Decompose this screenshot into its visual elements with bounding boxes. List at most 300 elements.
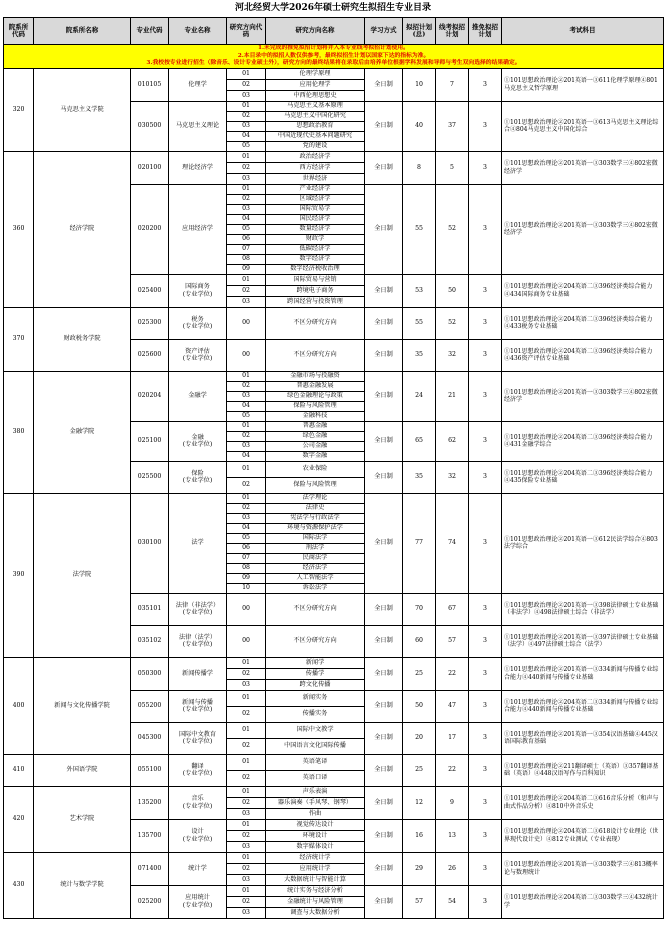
total-plan-cell: 25 (403, 754, 436, 786)
study-mode-cell: 全日制 (365, 493, 403, 593)
major-code-cell: 025300 (131, 307, 169, 339)
table-row (4, 786, 664, 797)
exam-subjects-cell: ①101思想政治理论②201英语一③303数学三④813概率论与数理统计 (502, 852, 664, 885)
dept-name-cell: 统计与数学学院 (34, 852, 131, 918)
direction-name-cell: 不区分研究方向 (266, 307, 365, 339)
direction-code-cell: 05 (227, 141, 266, 151)
study-mode-cell: 全日制 (365, 371, 403, 421)
major-name-cell: 金融 (专业学位) (169, 421, 227, 461)
dept-code-cell: 390 (4, 493, 34, 657)
direction-name-cell: 绿色金融理论与政策 (266, 391, 365, 401)
dept-name-cell: 金融学院 (34, 371, 131, 493)
dept-code-cell: 360 (4, 151, 34, 307)
exam-plan-cell: 67 (436, 593, 469, 625)
recommend-plan-cell: 3 (469, 274, 502, 307)
direction-name-cell: 人工智能法学 (266, 573, 365, 583)
dept-code-cell: 430 (4, 852, 34, 918)
total-plan-cell: 60 (403, 625, 436, 657)
study-mode-cell: 全日制 (365, 786, 403, 819)
direction-code-cell: 06 (227, 234, 266, 244)
direction-code-cell: 05 (227, 224, 266, 234)
direction-code-cell: 02 (227, 431, 266, 441)
direction-code-cell: 01 (227, 274, 266, 285)
direction-code-cell: 01 (227, 722, 266, 738)
recommend-plan-cell: 3 (469, 339, 502, 371)
direction-name-cell: 公司金融 (266, 441, 365, 451)
direction-name-cell: 传播实务 (266, 706, 365, 722)
exam-plan-cell: 32 (436, 461, 469, 493)
direction-code-cell: 02 (227, 896, 266, 907)
study-mode-cell: 全日制 (365, 151, 403, 184)
direction-name-cell: 农业保险 (266, 461, 365, 477)
direction-name-cell: 法学理论 (266, 493, 365, 503)
dept-code-cell: 370 (4, 307, 34, 371)
exam-subjects-cell: ①101思想政治理论②204英语二③396经济类综合能力④434国际商务专业基础 (502, 274, 664, 307)
study-mode-cell: 全日制 (365, 101, 403, 151)
header-cell: 专业代码 (131, 18, 169, 45)
exam-subjects-cell: ①101思想政治理论②204英语二③396经济类综合能力④436资产评估专业基础 (502, 339, 664, 371)
major-name-cell: 音乐 (专业学位) (169, 786, 227, 819)
header-cell: 学习方式 (365, 18, 403, 45)
total-plan-cell: 77 (403, 493, 436, 593)
direction-code-cell: 02 (227, 79, 266, 90)
total-plan-cell: 20 (403, 722, 436, 754)
direction-code-cell: 00 (227, 625, 266, 657)
exam-subjects-cell: ①101思想政治理论②201英语一③611伦理学原理④801马克思主义哲学原理 (502, 68, 664, 101)
direction-code-cell: 03 (227, 808, 266, 819)
direction-code-cell: 02 (227, 162, 266, 173)
exam-plan-cell: 5 (436, 151, 469, 184)
study-mode-cell: 全日制 (365, 68, 403, 101)
direction-name-cell: 伦理学原理 (266, 68, 365, 79)
direction-name-cell: 产业经济学 (266, 184, 365, 194)
direction-code-cell: 07 (227, 553, 266, 563)
direction-code-cell: 04 (227, 451, 266, 461)
study-mode-cell: 全日制 (365, 593, 403, 625)
direction-code-cell: 00 (227, 307, 266, 339)
direction-code-cell: 02 (227, 706, 266, 722)
direction-name-cell: 国际法学 (266, 533, 365, 543)
exam-plan-cell: 13 (436, 819, 469, 852)
recommend-plan-cell: 3 (469, 786, 502, 819)
direction-code-cell: 01 (227, 421, 266, 431)
major-name-cell: 资产评估 (专业学位) (169, 339, 227, 371)
major-code-cell: 025200 (131, 885, 169, 918)
dept-name-cell: 外国语学院 (34, 754, 131, 786)
page-title: 河北经贸大学2026年硕士研究生拟招生专业目录 (234, 3, 432, 13)
direction-code-cell: 03 (227, 90, 266, 101)
exam-subjects-cell: ①101思想政治理论②201英语一③303数学三④802宏微经济学 (502, 184, 664, 274)
direction-name-cell: 传播学 (266, 668, 365, 679)
direction-code-cell: 03 (227, 907, 266, 918)
direction-code-cell: 01 (227, 461, 266, 477)
direction-code-cell: 00 (227, 593, 266, 625)
direction-code-cell: 08 (227, 563, 266, 573)
direction-name-cell: 视觉传达设计 (266, 819, 365, 830)
exam-subjects-cell: ①101思想政治理论②204英语二③303数学三④432统计学 (502, 885, 664, 918)
direction-name-cell: 不区分研究方向 (266, 593, 365, 625)
direction-code-cell: 05 (227, 533, 266, 543)
direction-code-cell: 03 (227, 296, 266, 307)
recommend-plan-cell: 3 (469, 461, 502, 493)
direction-code-cell: 09 (227, 573, 266, 583)
direction-name-cell: 环境设计 (266, 830, 365, 841)
exam-plan-cell: 22 (436, 657, 469, 690)
recommend-plan-cell: 3 (469, 625, 502, 657)
total-plan-cell: 24 (403, 371, 436, 421)
total-plan-cell: 10 (403, 68, 436, 101)
exam-plan-cell: 57 (436, 625, 469, 657)
direction-code-cell: 10 (227, 583, 266, 593)
recommend-plan-cell: 3 (469, 593, 502, 625)
direction-code-cell: 01 (227, 690, 266, 706)
direction-name-cell: 国际贸易学 (266, 204, 365, 214)
direction-code-cell: 02 (227, 738, 266, 754)
direction-code-cell: 01 (227, 493, 266, 503)
total-plan-cell: 55 (403, 307, 436, 339)
total-plan-cell: 40 (403, 101, 436, 151)
total-plan-cell: 50 (403, 690, 436, 722)
recommend-plan-cell: 3 (469, 722, 502, 754)
major-code-cell: 135700 (131, 819, 169, 852)
direction-code-cell: 02 (227, 111, 266, 121)
table-row (4, 307, 664, 339)
major-name-cell: 伦理学 (169, 68, 227, 101)
table-row (4, 371, 664, 381)
total-plan-cell: 53 (403, 274, 436, 307)
exam-plan-cell: 17 (436, 722, 469, 754)
header-cell: 考试科目 (502, 18, 664, 45)
major-code-cell: 055200 (131, 690, 169, 722)
header-cell: 研究方向代码 (227, 18, 266, 45)
direction-name-cell: 跨境电子商务 (266, 285, 365, 296)
study-mode-cell: 全日制 (365, 421, 403, 461)
dept-code-cell: 380 (4, 371, 34, 493)
direction-code-cell: 04 (227, 401, 266, 411)
direction-name-cell: 数字经济学 (266, 254, 365, 264)
exam-plan-cell: 26 (436, 852, 469, 885)
total-plan-cell: 35 (403, 461, 436, 493)
major-name-cell: 法律（非法学） (专业学位) (169, 593, 227, 625)
study-mode-cell: 全日制 (365, 184, 403, 274)
direction-name-cell: 英语口译 (266, 770, 365, 786)
exam-plan-cell: 32 (436, 339, 469, 371)
direction-name-cell: 跨文化传播 (266, 679, 365, 690)
recommend-plan-cell: 3 (469, 371, 502, 421)
exam-subjects-cell: ①101思想政治理论②201英语一③334新闻与传播专业综合能力④440新闻与传播专业基础 (502, 657, 664, 690)
direction-name-cell: 数字媒体设计 (266, 841, 365, 852)
header-cell: 专业名称 (169, 18, 227, 45)
direction-code-cell: 02 (227, 770, 266, 786)
major-code-cell: 025400 (131, 274, 169, 307)
direction-code-cell: 04 (227, 131, 266, 141)
exam-plan-cell: 52 (436, 307, 469, 339)
header-cell: 线考拟招计划 (436, 18, 469, 45)
exam-subjects-cell: ①101思想政治理论②201英语一③303数学三④802宏微经济学 (502, 151, 664, 184)
major-code-cell: 010105 (131, 68, 169, 101)
direction-name-cell: 作曲 (266, 808, 365, 819)
total-plan-cell: 70 (403, 593, 436, 625)
direction-code-cell: 02 (227, 668, 266, 679)
exam-plan-cell: 9 (436, 786, 469, 819)
direction-code-cell: 08 (227, 254, 266, 264)
exam-subjects-cell: ①101思想政治理论②201英语一③397法律硕士专业基础（法学）④497法律硕士综合（法学） (502, 625, 664, 657)
direction-code-cell: 01 (227, 101, 266, 111)
major-code-cell: 020100 (131, 151, 169, 184)
direction-name-cell: 保险与风险管理 (266, 477, 365, 493)
direction-name-cell: 财政学 (266, 234, 365, 244)
exam-plan-cell: 22 (436, 754, 469, 786)
major-code-cell: 055100 (131, 754, 169, 786)
direction-name-cell: 经济法学 (266, 563, 365, 573)
direction-code-cell: 01 (227, 151, 266, 162)
total-plan-cell: 25 (403, 657, 436, 690)
exam-subjects-cell: ①101思想政治理论②201英语一③398法律硕士专业基础（非法学）④498法律硕士综合（非法学） (502, 593, 664, 625)
major-name-cell: 马克思主义理论 (169, 101, 227, 151)
major-name-cell: 保险 (专业学位) (169, 461, 227, 493)
catalog-document (3, 0, 663, 919)
total-plan-cell: 35 (403, 339, 436, 371)
direction-code-cell: 02 (227, 477, 266, 493)
header-cell: 研究方向名称 (266, 18, 365, 45)
exam-plan-cell: 7 (436, 68, 469, 101)
direction-code-cell: 02 (227, 194, 266, 204)
major-name-cell: 法律（法学） (专业学位) (169, 625, 227, 657)
direction-code-cell: 02 (227, 381, 266, 391)
direction-name-cell: 金融市场与投融资 (266, 371, 365, 381)
direction-name-cell: 普惠金融 (266, 421, 365, 431)
total-plan-cell: 16 (403, 819, 436, 852)
study-mode-cell: 全日制 (365, 657, 403, 690)
notice-line: 3.我校按专业进行招生（除音乐、设计专业硕士外），研究方向的最终结果将在录取后由培养单位根据学科发展和导师与考生双向选择的结果确定。 (146, 60, 521, 66)
direction-code-cell: 03 (227, 874, 266, 885)
direction-name-cell: 民商法学 (266, 553, 365, 563)
major-code-cell: 030500 (131, 101, 169, 151)
direction-name-cell: 调查与大数据分析 (266, 907, 365, 918)
recommend-plan-cell: 3 (469, 421, 502, 461)
exam-subjects-cell: ①101思想政治理论②201英语一③354汉语基础④445汉语国际教育基础 (502, 722, 664, 754)
direction-name-cell: 诉讼法学 (266, 583, 365, 593)
major-name-cell: 国际商务 (专业学位) (169, 274, 227, 307)
recommend-plan-cell: 3 (469, 493, 502, 593)
study-mode-cell: 全日制 (365, 690, 403, 722)
header-row (4, 18, 664, 45)
major-name-cell: 金融学 (169, 371, 227, 421)
major-name-cell: 新闻与传播 (专业学位) (169, 690, 227, 722)
major-code-cell: 045300 (131, 722, 169, 754)
direction-code-cell: 01 (227, 852, 266, 863)
exam-subjects-cell: ①101思想政治理论②201英语一③612民法学综合④803法学综合 (502, 493, 664, 593)
direction-name-cell: 宪法学与行政法学 (266, 513, 365, 523)
header-cell: 推免拟招计划 (469, 18, 502, 45)
notice-row (4, 45, 664, 69)
direction-name-cell: 新闻实务 (266, 690, 365, 706)
direction-code-cell: 01 (227, 754, 266, 770)
direction-name-cell: 刑法学 (266, 543, 365, 553)
direction-name-cell: 中西伦理思想史 (266, 90, 365, 101)
recommend-plan-cell: 3 (469, 184, 502, 274)
direction-name-cell: 国民经济学 (266, 214, 365, 224)
header-cell: 拟招计划(总) (403, 18, 436, 45)
exam-subjects-cell: ①101思想政治理论②204英语二③618设计专业理论（世界现代设计史）④812专业测试（专业表现） (502, 819, 664, 852)
major-name-cell: 法学 (169, 493, 227, 593)
direction-name-cell: 声乐表演 (266, 786, 365, 797)
direction-name-cell: 西方经济学 (266, 162, 365, 173)
direction-name-cell: 思想政治教育 (266, 121, 365, 131)
study-mode-cell: 全日制 (365, 852, 403, 885)
table-row (4, 754, 664, 770)
total-plan-cell: 55 (403, 184, 436, 274)
catalog-body (4, 68, 664, 918)
notice-cell (4, 45, 664, 69)
direction-code-cell: 01 (227, 885, 266, 896)
recommend-plan-cell: 3 (469, 819, 502, 852)
total-plan-cell: 65 (403, 421, 436, 461)
direction-code-cell: 01 (227, 184, 266, 194)
direction-code-cell: 03 (227, 441, 266, 451)
dept-name-cell: 财政税务学院 (34, 307, 131, 371)
direction-name-cell: 国际中文教学 (266, 722, 365, 738)
direction-name-cell: 马克思主义中国化研究 (266, 111, 365, 121)
direction-name-cell: 英语笔译 (266, 754, 365, 770)
major-name-cell: 税务 (专业学位) (169, 307, 227, 339)
direction-code-cell: 01 (227, 657, 266, 668)
major-code-cell: 025100 (131, 421, 169, 461)
direction-name-cell: 新闻学 (266, 657, 365, 668)
recommend-plan-cell: 3 (469, 690, 502, 722)
direction-name-cell: 中国语言文化国际传播 (266, 738, 365, 754)
direction-code-cell: 03 (227, 121, 266, 131)
recommend-plan-cell: 3 (469, 885, 502, 918)
direction-code-cell: 05 (227, 411, 266, 421)
direction-code-cell: 00 (227, 339, 266, 371)
major-name-cell: 国际中文教育 (专业学位) (169, 722, 227, 754)
table-row (4, 151, 664, 162)
dept-name-cell: 艺术学院 (34, 786, 131, 852)
major-code-cell: 020204 (131, 371, 169, 421)
dept-name-cell: 马克思主义学院 (34, 68, 131, 151)
direction-name-cell: 国际贸易与营销 (266, 274, 365, 285)
major-code-cell: 050300 (131, 657, 169, 690)
direction-code-cell: 02 (227, 285, 266, 296)
study-mode-cell: 全日制 (365, 722, 403, 754)
exam-subjects-cell: ①101思想政治理论②204英语二③396经济类综合能力④433税务专业基础 (502, 307, 664, 339)
recommend-plan-cell: 3 (469, 68, 502, 101)
direction-code-cell: 06 (227, 543, 266, 553)
header-cell: 院系所代码 (4, 18, 34, 45)
dept-name-cell: 新闻与文化传播学院 (34, 657, 131, 754)
direction-code-cell: 01 (227, 68, 266, 79)
direction-name-cell: 金融统计与风险管理 (266, 896, 365, 907)
direction-name-cell: 中国近现代史基本问题研究 (266, 131, 365, 141)
exam-subjects-cell: ①101思想政治理论②201英语一③303数学三④802宏微经济学 (502, 371, 664, 421)
exam-subjects-cell: ①101思想政治理论②204英语二③396经济类综合能力④431金融学综合 (502, 421, 664, 461)
exam-subjects-cell: ①101思想政治理论②204英语二③334新闻与传播专业综合能力④440新闻与传播专业基础 (502, 690, 664, 722)
major-name-cell: 翻译 (专业学位) (169, 754, 227, 786)
recommend-plan-cell: 3 (469, 852, 502, 885)
major-name-cell: 应用统计 (专业学位) (169, 885, 227, 918)
direction-code-cell: 02 (227, 503, 266, 513)
direction-name-cell: 统计实务与经济分析 (266, 885, 365, 896)
dept-name-cell: 经济学院 (34, 151, 131, 307)
major-code-cell: 025600 (131, 339, 169, 371)
study-mode-cell: 全日制 (365, 625, 403, 657)
notice-line: 1.未完成的推免拟招计划将并入本专业线考拟招计划使用。 (258, 45, 409, 51)
exam-plan-cell: 50 (436, 274, 469, 307)
direction-name-cell: 绿色金融 (266, 431, 365, 441)
direction-name-cell: 金融科技 (266, 411, 365, 421)
direction-code-cell: 03 (227, 841, 266, 852)
direction-name-cell: 不区分研究方向 (266, 625, 365, 657)
study-mode-cell: 全日制 (365, 819, 403, 852)
major-code-cell: 035101 (131, 593, 169, 625)
direction-code-cell: 01 (227, 819, 266, 830)
direction-name-cell: 法律史 (266, 503, 365, 513)
direction-name-cell: 数量经济学 (266, 224, 365, 234)
major-code-cell: 020200 (131, 184, 169, 274)
direction-code-cell: 03 (227, 679, 266, 690)
direction-name-cell: 跨国经营与投资管理 (266, 296, 365, 307)
total-plan-cell: 29 (403, 852, 436, 885)
direction-name-cell: 环境与资源保护法学 (266, 523, 365, 533)
major-code-cell: 071400 (131, 852, 169, 885)
direction-code-cell: 04 (227, 523, 266, 533)
direction-name-cell: 数字金融 (266, 451, 365, 461)
recommend-plan-cell: 3 (469, 307, 502, 339)
direction-code-cell: 07 (227, 244, 266, 254)
header-cell: 院系所名称 (34, 18, 131, 45)
direction-code-cell: 03 (227, 173, 266, 184)
total-plan-cell: 57 (403, 885, 436, 918)
direction-name-cell: 经济统计学 (266, 852, 365, 863)
direction-code-cell: 01 (227, 371, 266, 381)
study-mode-cell: 全日制 (365, 461, 403, 493)
total-plan-cell: 12 (403, 786, 436, 819)
direction-name-cell: 大数据统计与智能计算 (266, 874, 365, 885)
direction-name-cell: 政治经济学 (266, 151, 365, 162)
direction-name-cell: 应用统计学 (266, 863, 365, 874)
total-plan-cell: 8 (403, 151, 436, 184)
table-row (4, 657, 664, 668)
exam-plan-cell: 21 (436, 371, 469, 421)
direction-name-cell: 党的建设 (266, 141, 365, 151)
direction-name-cell: 器乐演奏（手风琴、钢琴） (266, 797, 365, 808)
recommend-plan-cell: 3 (469, 101, 502, 151)
table-row (4, 852, 664, 863)
direction-code-cell: 03 (227, 204, 266, 214)
exam-plan-cell: 37 (436, 101, 469, 151)
major-name-cell: 设计 (专业学位) (169, 819, 227, 852)
direction-code-cell: 03 (227, 391, 266, 401)
study-mode-cell: 全日制 (365, 754, 403, 786)
dept-code-cell: 320 (4, 68, 34, 151)
major-name-cell: 理论经济学 (169, 151, 227, 184)
direction-name-cell: 数字经济税收治理 (266, 264, 365, 274)
major-code-cell: 135200 (131, 786, 169, 819)
exam-plan-cell: 47 (436, 690, 469, 722)
direction-name-cell: 不区分研究方向 (266, 339, 365, 371)
recommend-plan-cell: 3 (469, 151, 502, 184)
exam-plan-cell: 74 (436, 493, 469, 593)
dept-code-cell: 410 (4, 754, 34, 786)
direction-name-cell: 马克思主义基本原理 (266, 101, 365, 111)
exam-plan-cell: 54 (436, 885, 469, 918)
study-mode-cell: 全日制 (365, 307, 403, 339)
exam-subjects-cell: ①101思想政治理论②204英语二③396经济类综合能力④435保险专业基础 (502, 461, 664, 493)
direction-code-cell: 01 (227, 786, 266, 797)
direction-name-cell: 低碳经济学 (266, 244, 365, 254)
study-mode-cell: 全日制 (365, 339, 403, 371)
